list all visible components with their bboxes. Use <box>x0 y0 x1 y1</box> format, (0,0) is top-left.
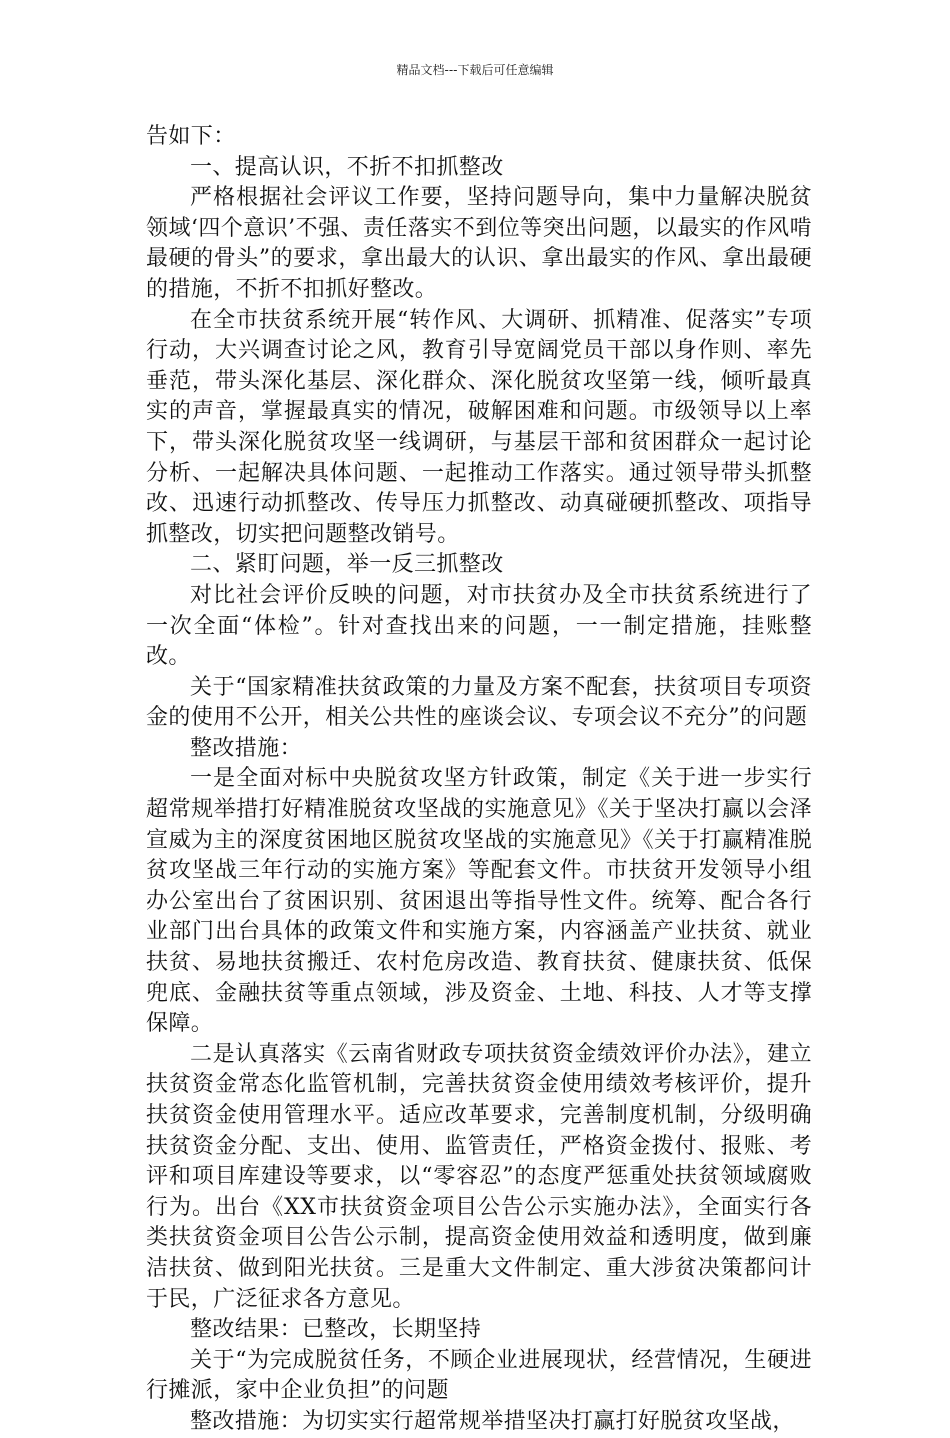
measures-label: 整改措施： <box>190 735 303 761</box>
issue-heading: 关于“为完成脱贫任务，不顾企业进展现状，经营情况，生硬进行摊派，家中企业负担”的问题 <box>146 1347 812 1404</box>
section-heading-2: 二、紧盯问题，举一反三抓整改 <box>190 552 504 578</box>
paragraph: 在全市扶贫系统开展“转作风、大调研、抓精准、促落实”专项行动，大兴调查讨论之风，教育引导宽阔党员干部以身作则、率先垂范，带头深化基层、深化群众、深化脱贫攻坚第一线，倾听最真实的声音，掌握最真实的情况，破解困难和问题。市级领导以上率下，带头深化脱贫攻坚一线调研，与基层干部和贫困群众一起讨论分析、一起解决具体问题、一起推动工作落实。通过领导带头抓整改、迅速行动抓整改、传导压力抓整改、动真碰硬抓整改、项指导抓整改，切实把问题整改销号。 <box>146 307 812 547</box>
paragraph: 二是认真落实《云南省财政专项扶贫资金绩效评价办法》，建立扶贫资金常态化监管机制，完善扶贫资金使用绩效考核评价，提升扶贫资金使用管理水平。适应改革要求，完善制度机制，分级明确扶贫资金分配、支出、使用、监管责任，严格资金拨付、报账、考评和项目库建设等要求，以“零容忍”的态度严惩重处扶贫领域腐败行为。出台《XX市扶贫资金项目公告公示实施办法》，全面实行各类扶贫资金项目公告公示制，提高资金使用效益和透明度，做到廉洁扶贫、做到阳光扶贫。三是重大文件制定、重大涉贫决策都问计于民，广泛征求各方意见。 <box>146 1041 812 1312</box>
paragraph: 一是全面对标中央脱贫攻坚方针政策，制定《关于进一步实行超常规举措打好精准脱贫攻坚战的实施意见》《关于坚决打赢以会泽宣威为主的深度贫困地区脱贫攻坚战的实施意见》《关于打赢精准脱贫攻坚战三年行动的实施方案》等配套文件。市扶贫开发领导小组办公室出台了贫困识别、贫困退出等指导性文件。统筹、配合各行业部门出台具体的政策文件和实施方案，内容涵盖产业扶贫、就业扶贫、易地扶贫搬迁、农村危房改造、教育扶贫、健康扶贫、低保兜底、金融扶贫等重点领域，涉及资金、土地、科技、人才等支撑保障。 <box>146 766 812 1037</box>
issue-heading: 关于“国家精准扶贫政策的力量及方案不配套，扶贫项目专项资金的使用不公开，相关公共性的座谈会议、专项会议不充分”的问题 <box>146 674 812 731</box>
result-label: 整改结果：已整改，长期坚持 <box>190 1317 482 1343</box>
paragraph: 对比社会评价反映的问题，对市扶贫办及全市扶贫系统进行了一次全面“体检”。针对查找出来的问题，一一制定措施，挂账整改。 <box>146 582 812 670</box>
section-heading-1: 一、提高认识，不折不扣抓整改 <box>190 154 504 180</box>
page-header-watermark: 精品文档---下载后可任意编辑 <box>396 63 554 77</box>
document-body <box>146 122 812 1438</box>
paragraph: 整改措施：为切实实行超常规举措坚决打赢打好脱贫攻坚战， <box>190 1408 795 1434</box>
paragraph: 告如下： <box>146 124 236 149</box>
paragraph: 严格根据社会评议工作要，坚持问题导向，集中力量解决脱贫领域‘四个意识’不强、责任落实不到位等突出问题，以最实的作风啃最硬的骨头”的要求，拿出最大的认识、拿出最实的作风、拿出最硬的措施，不折不扣抓好整改。 <box>146 185 812 302</box>
